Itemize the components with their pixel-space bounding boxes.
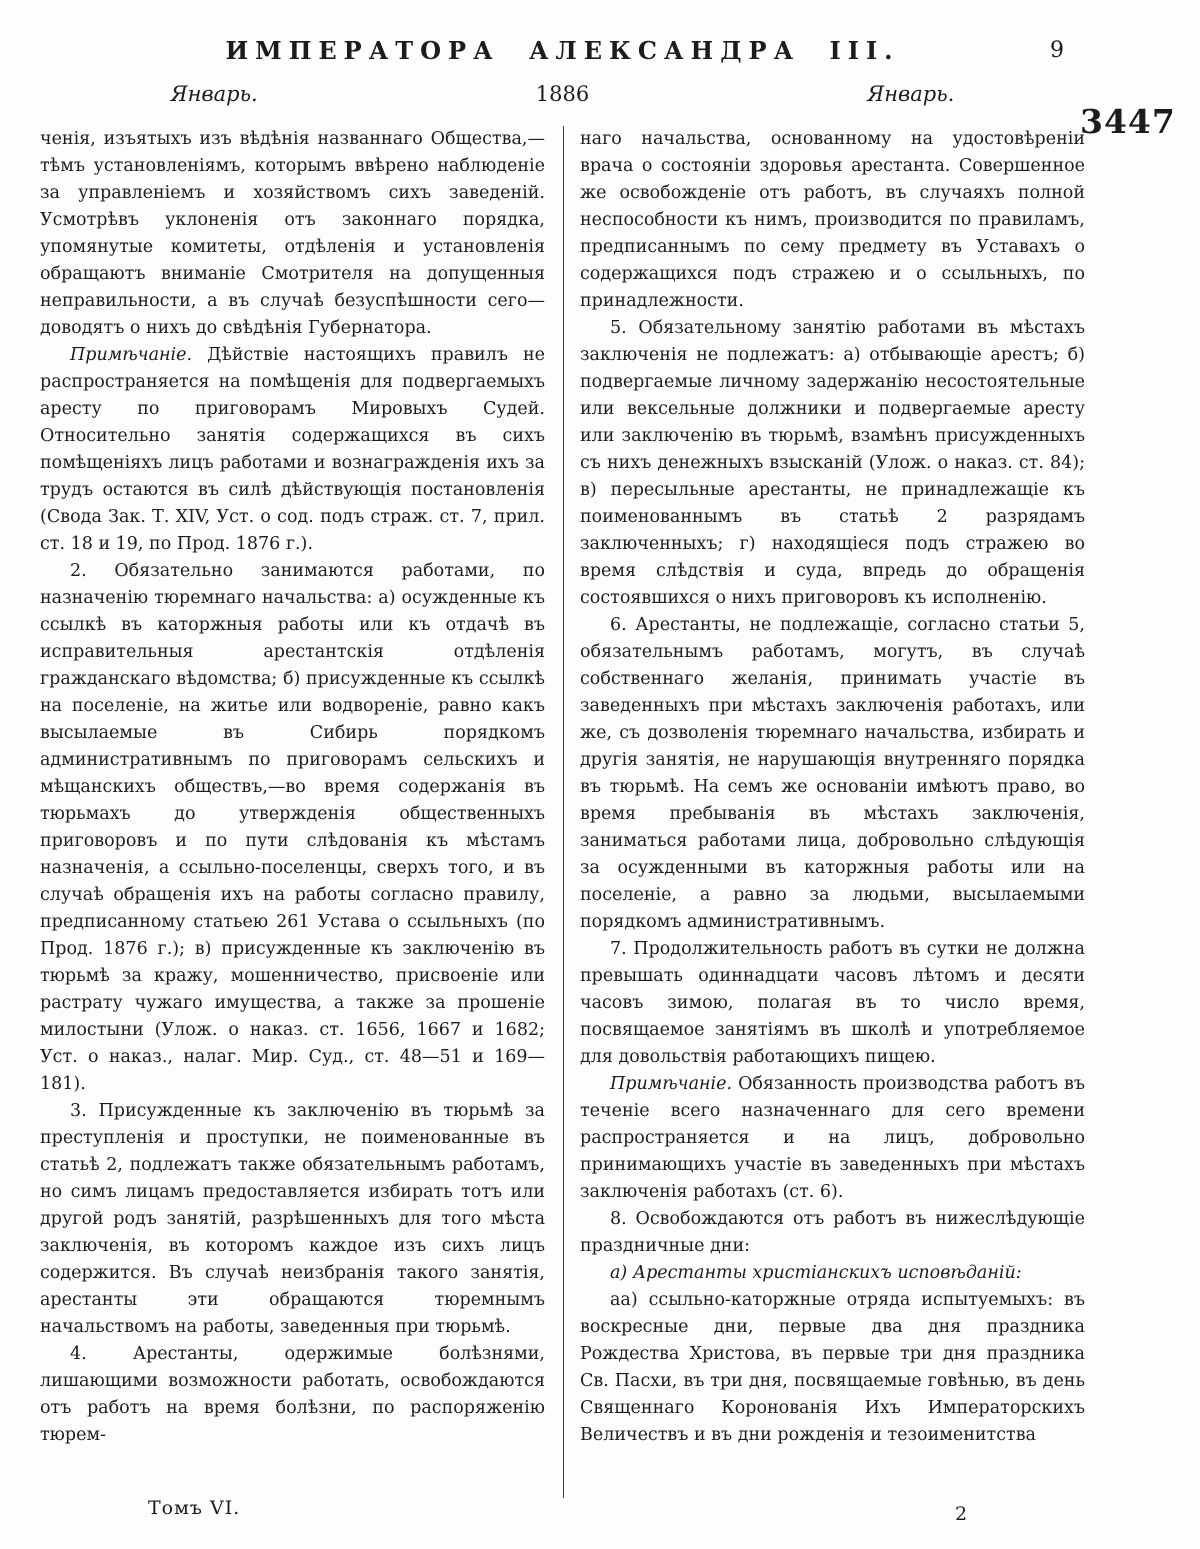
paragraph: 8. Освобождаются отъ работъ въ нижеслѣдующіе праздничные дни:: [580, 1209, 1085, 1256]
column-divider: [563, 126, 564, 1498]
month-label-left: Январь.: [170, 82, 258, 106]
page-title: ИМПЕРАТОРА АЛЕКСАНДРА III.: [225, 36, 900, 65]
month-label-right: Январь.: [867, 82, 955, 106]
paragraph: ченія, изъятыхъ изъ вѣдѣнія названнаго Общества,—тѣмъ установленіямъ, которымъ ввѣрено наблюденіе за управленіемъ и хозяйствомъ сихъ заведеній. Усмотрѣвъ уклоненія отъ законнаго порядка, упомянутые комитеты, отдѣленія и установленія обращаютъ вниманіе Смотрителя на допущенныя неправильности, а въ случаѣ безуспѣшности сего—доводятъ о нихъ до свѣдѣнія Губернатора.: [40, 129, 545, 338]
column-gap: [545, 126, 580, 1508]
date-row: [40, 82, 1085, 106]
paragraph: 2. Обязательно занимаются работами, по назначенію тюремнаго начальства: а) осужденные къ ссылкѣ въ каторжныя работы или къ отдачѣ въ исправительныя арестантскія отдѣленія гражданскаго вѣдомства; б) присужденные къ ссылкѣ на поселеніе, на житье или водвореніе, равно какъ высылаемые въ Сибирь порядкомъ административнымъ по приговорамъ сельскихъ и мѣщанскихъ обществъ,—во время содержанія въ тюрьмахъ до утвержденія общественныхъ приговоровъ и по пути слѣдованія къ мѣстамъ назначенія, а ссыльно-поселенцы, сверхъ того, и въ случаѣ обращенія ихъ на работы согласно правилу, предписанному статьею 261 Устава о ссыльныхъ (по Прод. 1876 г.); в) присужденные къ заключенію въ тюрьмѣ за кражу, мошенничество, присвоеніе или растрату чужаго имущества, а также за прошеніе милостыни (Улож. о наказ. ст. 1656, 1667 и 1682; Уст. о наказ., налаг. Мир. Суд., ст. 48—51 и 169—181).: [40, 561, 545, 1094]
sheet-number: 2: [955, 1503, 968, 1525]
right-column: [580, 126, 1085, 1508]
year-label: 1886: [535, 82, 590, 106]
paragraph: а) Арестанты христіанскихъ исповѣданій:: [610, 1263, 1022, 1283]
paragraph: 4. Арестанты, одержимые болѣзнями, лишающими возможности работать, освобождаются отъ работъ на время болѣзни, по распоряженію тюрем-: [40, 1344, 545, 1445]
paragraph: 6. Арестанты, не подлежащіе, согласно статьи 5, обязательнымъ работамъ, могутъ, въ случаѣ собственнаго желанія, принимать участіе въ заведенныхъ при мѣстахъ заключенія работахъ, или же, съ дозволенія тюремнаго начальства, избирать и другія занятія, не нарушающія внутренняго порядка въ тюрьмѣ. На семъ же основаніи имѣютъ право, во время пребыванія въ мѣстахъ заключенія, заниматься работами лица, добровольно слѣдующія за осужденными въ каторжныя работы или на поселеніе, а равно за людьми, высылаемыми порядкомъ административнымъ.: [580, 615, 1085, 932]
paragraph: наго начальства, основанному на удостовѣреніи врача о состояніи здоровья арестанта. Совершенное же освобожденіе отъ работъ, въ случаяхъ полной неспособности къ нимъ, производится по правиламъ, предписаннымъ по сему предмету въ Уставахъ о содержащихся подъ стражею и о ссыльныхъ, по принадлежности.: [580, 129, 1085, 311]
text-columns: [40, 126, 1085, 1508]
paragraph: аа) ссыльно-каторжные отряда испытуемыхъ: въ воскресные дни, первые два дня праздника Рождества Христова, въ первые три дня праздника Св. Пасхи, въ три дня, посвящаемые говѣнью, въ день Священнаго Коронованія Ихъ Императорскихъ Величествъ и въ дни рожденія и тезоименитства: [580, 1290, 1085, 1445]
paragraph: 5. Обязательному занятію работами въ мѣстахъ заключенія не подлежатъ: а) отбывающіе арестъ; б) подвергаемые личному задержанію несостоятельные или вексельные должники и подвергаемые аресту или заключенію въ тюрьмѣ, взамѣнъ присужденныхъ съ нихъ денежныхъ взысканій (Улож. о наказ. ст. 84); в) пересыльные арестанты, не принадлежащіе къ поименованнымъ въ статьѣ 2 разрядамъ заключенныхъ; г) находящіеся подъ стражею во время слѣдствія и суда, впредь до обращенія состоявшихся о нихъ приговоровъ къ исполненію.: [580, 318, 1085, 608]
left-column: [40, 126, 545, 1508]
paragraph: 7. Продолжительность работъ въ сутки не должна превышать одиннадцати часовъ лѣтомъ и десяти часовъ зимою, полагая въ то число время, посвящаемое занятіямъ въ школѣ и употребляемое для довольствія работающихъ пищею.: [580, 939, 1085, 1067]
paragraph: Примѣчаніе. Дѣйствіе настоящихъ правилъ не распространяется на помѣщенія для подвергаемыхъ аресту по приговорамъ Мировыхъ Судей. Относительно занятія содержащихся въ сихъ помѣщеніяхъ лицъ работами и вознагражденія ихъ за трудъ остаются въ силѣ дѣйствующія постановленія (Свода Зак. Т. XIV, Уст. о сод. подъ страж. ст. 7, прил. ст. 18 и 19, по Прод. 1876 г.).: [40, 345, 545, 554]
paragraph: 3. Присужденные къ заключенію въ тюрьмѣ за преступленія и проступки, не поименованные въ статьѣ 2, подлежатъ также обязательнымъ работамъ, но симъ лицамъ предоставляется избирать тотъ или другой родъ занятій, разрѣшенныхъ для того мѣста заключенія, въ которомъ каждое изъ сихъ лицъ содержится. Въ случаѣ неизбранія такого занятія, арестанты эти обращаются тюремнымъ начальствомъ на работы, заведенныя при тюрьмѣ.: [40, 1101, 545, 1337]
paragraph: Примѣчаніе. Обязанность производства работъ въ теченіе всего назначеннаго для сего времени распространяется и на лицъ, добровольно принимающихъ участіе въ заведенныхъ при мѣстахъ заключенія работахъ (ст. 6).: [580, 1074, 1085, 1202]
paragraph-lead: Примѣчаніе.: [610, 1074, 739, 1094]
document-number: 3447: [1080, 102, 1176, 141]
volume-label: Томъ VI.: [148, 1497, 241, 1519]
page-number: 9: [1050, 38, 1064, 63]
paragraph-lead: Примѣчаніе.: [70, 345, 208, 365]
